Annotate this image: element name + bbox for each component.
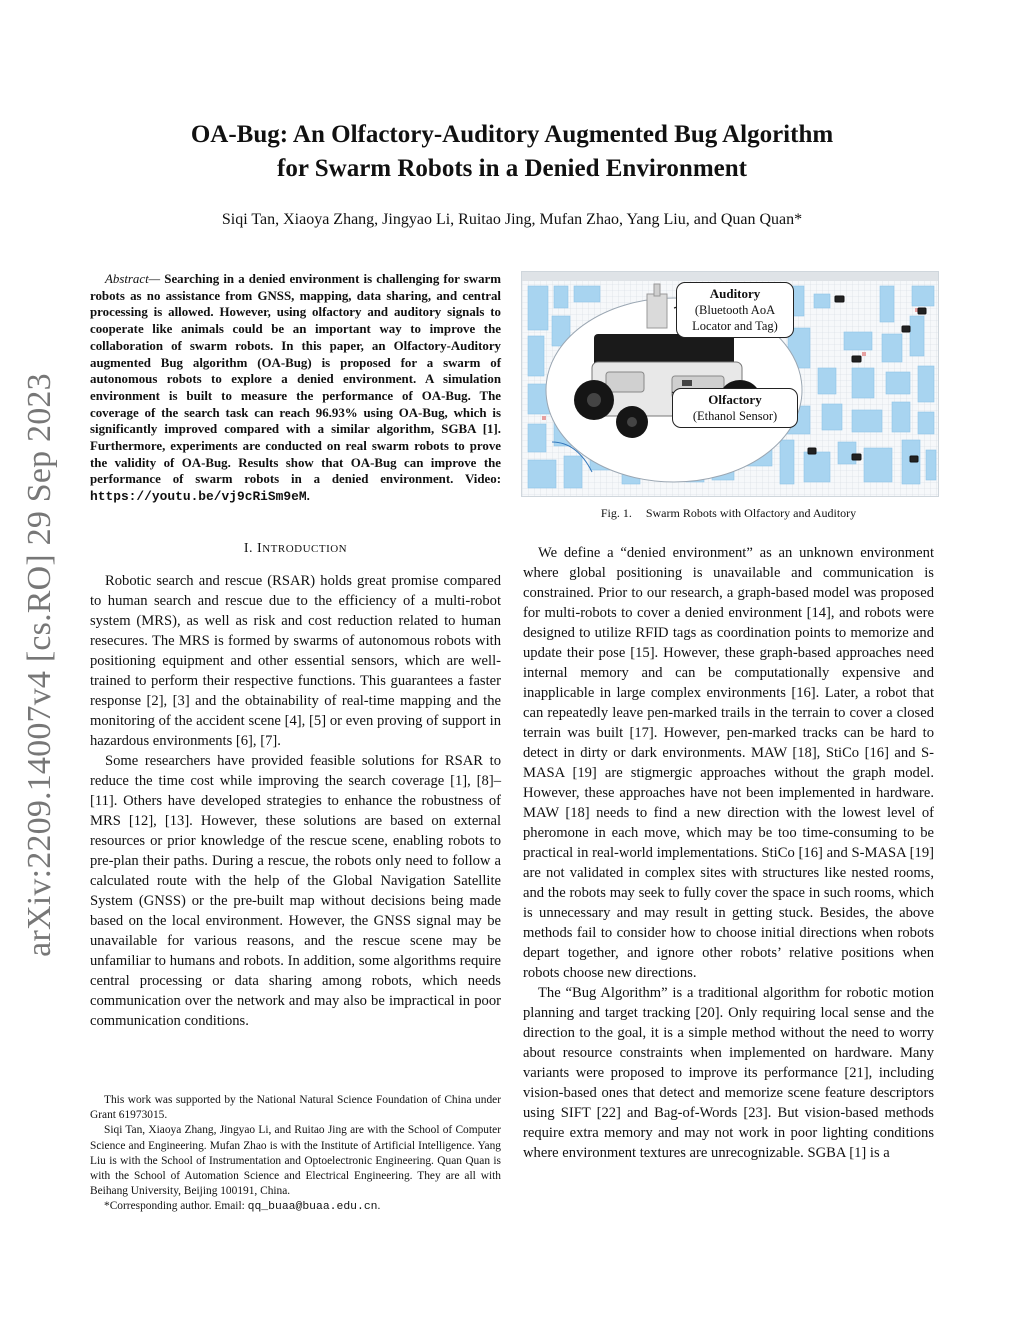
callout-auditory-line2: Locator and Tag) [692,319,778,333]
callout-olfactory-line1: (Ethanol Sensor) [692,409,778,423]
title-line-2: for Swarm Robots in a Denied Environment [277,155,747,182]
title-line-1: OA-Bug: An Olfactory-Auditory Augmented Bug Algorithm [190,121,834,148]
right-column-body [523,543,934,1163]
section-heading-introduction [90,541,501,557]
figure-caption-text: Swarm Robots with Olfactory and Auditory [645,506,857,520]
footnote-corresponding-prefix: *Corresponding author. Email: [104,1200,248,1213]
callout-auditory-title: Auditory [709,286,761,301]
figure-caption-label: Fig. 1. [600,506,632,520]
abstract [90,271,501,506]
callout-olfactory [672,388,798,428]
arxiv-identifier [10,355,70,975]
footnote-corresponding-suffix: . [377,1200,381,1213]
abstract-text: Searching in a denied environment is challenging for swarm robots as no assistance from GNSS, mapping, data sharing, and central processing is allowed. However, using olfactory and auditory signals to cooperate like animals could be an important way to improve the collaboration of swarm robots. In this paper, an Olfactory-Auditory augmented Bug algorithm (OA-Bug) is proposed for a swarm of autonomous robots to explore a denied environment. A simulation environment is built to measure the performance of OA-Bug. The coverage of the search task can reach 96.93% using OA-Bug, which is significantly improved compared with a similar algorithm, SGBA [1]. Furthermore, experiments are conducted on real swarm robots to prove the validity of OA-Bug. Results show that OA-Bug can improve the performance of swarm robots in a denied environment. Video: [90,272,501,487]
footnote-funding: This work was supported by the National Natural Science Foundation of China under Grant 61973015. [90,1094,501,1122]
intro-paragraph-1: Robotic search and rescue (RSAR) holds great promise compared to human search and rescue due to the efficiency of a multi-robot system (MRS), as well as risk and cost reduction related to human resecures. The MRS is formed by swarms of autonomous robots with positioning equipment and other essential sensors, which are well-trained to perform their respective functions. This guarantees a faster response [2], [3] and the obtainability of real-time mapping and the monitoring of the accident scene [4], [5] or even proving of support in hazardous environments [6], [7]. [90,573,501,749]
right-paragraph-2: The “Bug Algorithm” is a traditional algorithm for robotic motion planning and target tracking [20]. Only requiring local sense and the direction to the goal, it is a simple method without the need to worry about resource constraints when implemented on hardware. Many variants were proposed to improve its performance [21], including vision-based ones that detect and memorize scene feature descriptors using SIFT [22] and Bag-of-Words [23]. But vision-based methods require extra memory and may not work in poor lighting conditions where environment textures are unrecognizable. SGBA [1] is a [523,985,934,1161]
paper-title [90,118,934,186]
abstract-end: . [306,489,310,504]
corresponding-email[interactable]: qq_buaa@buaa.edu.cn [247,1201,378,1214]
intro-paragraph-2: Some researchers have provided feasible solutions for RSAR to reduce the time cost while improving the search coverage [1], [8]–[11]. Others have developed strategies to enhance the robustness of MRS [12], [13]. However, these solutions are based on external resources or prior knowledge of the rescue scene, enabling robots to pre-plan their paths. During a rescue, the robots only need to follow a calculated route with the help of the Global Navigation Satellite System (GNSS) or the pre-built map without decisions being made based on the local environment. However, the GNSS signal may be unavailable for various reasons, and the rescue scene may be unfamiliar to humans and robots. In addition, some algorithms require central processing or data sharing among robots, which needs communication over the network and may also be impractical in poor communication conditions. [90,753,501,1029]
window-titlebar [522,272,938,281]
footnotes [90,1093,501,1216]
callout-olfactory-title: Olfactory [708,392,762,407]
abstract-video-link[interactable]: https://youtu.be/vj9cRiSm9eM [90,489,307,505]
footnote-corresponding [90,1199,501,1215]
section-numeral: I. [243,541,258,556]
arxiv-identifier-text: arXiv:2209.14007v4 [cs.RO] 29 Sep 2023 [21,373,58,957]
footnote-affiliations: Siqi Tan, Xiaoya Zhang, Jingyao Li, and Ruitao Jing are with the School of Computer Science and Engineering. Mufan Zhao is with the Institute of Artificial Intelligence. Yang Liu is with the School of Instrumentation and Optoelectronic Engineering. Quan Quan is with the School of Automation Science and Electrical Engineering. They are all with Beihang University, Beijing 100191, China. [90,1124,501,1198]
callout-auditory-line1: (Bluetooth AoA [694,303,776,317]
callout-auditory [676,282,794,338]
author-list: Siqi Tan, Xiaoya Zhang, Jingyao Li, Ruitao Jing, Mufan Zhao, Yang Liu, and Quan Quan* [221,211,803,228]
section-title-first: I [257,541,263,556]
right-paragraph-1: We define a “denied environment” as an unknown environment where global positioning is unavailable and communication is constrained. Prior to our research, a graph-based model was proposed for multi-robots to cover a denied environment [14], and robots were designed to utilize RFID tags as coordination points to memorize and update their pose [15]. However, these graph-based approaches need internal memory and can be computationally expensive and inapplicable in large complex environments [16]. Later, a robot that can repeatedly leave pen-marked trails in the terrain to cover a closed terrain was built [17]. However, pen-marked tracks can be hard to detect in dirty or dark environments. MAW [18], StiCo [16] and S-MASA [19] are stigmergic approaches without the graph model. However, these approaches have not been implemented in hardware. MAW [18] needs to find a new direction with the lowest level of pheromone in each move, which may be too time-consuming to be practical in real-world implementations. StiCo [16] and S-MASA [19] are not validated in complex sites with structures like nested rooms, and the robots may seek to fully cover the space in such rooms, which is unnecessary and may result in getting stuck. Besides, the above methods fail to consider how to choose initial directions when robots depart together, and ignore other robots’ relative positions when robots choose new directions. [523,545,934,981]
introduction-body [90,571,501,1031]
figure-1-caption [523,506,934,521]
abstract-label: Abstract— [105,272,161,286]
section-title-rest: NTRODUCTION [262,543,348,555]
